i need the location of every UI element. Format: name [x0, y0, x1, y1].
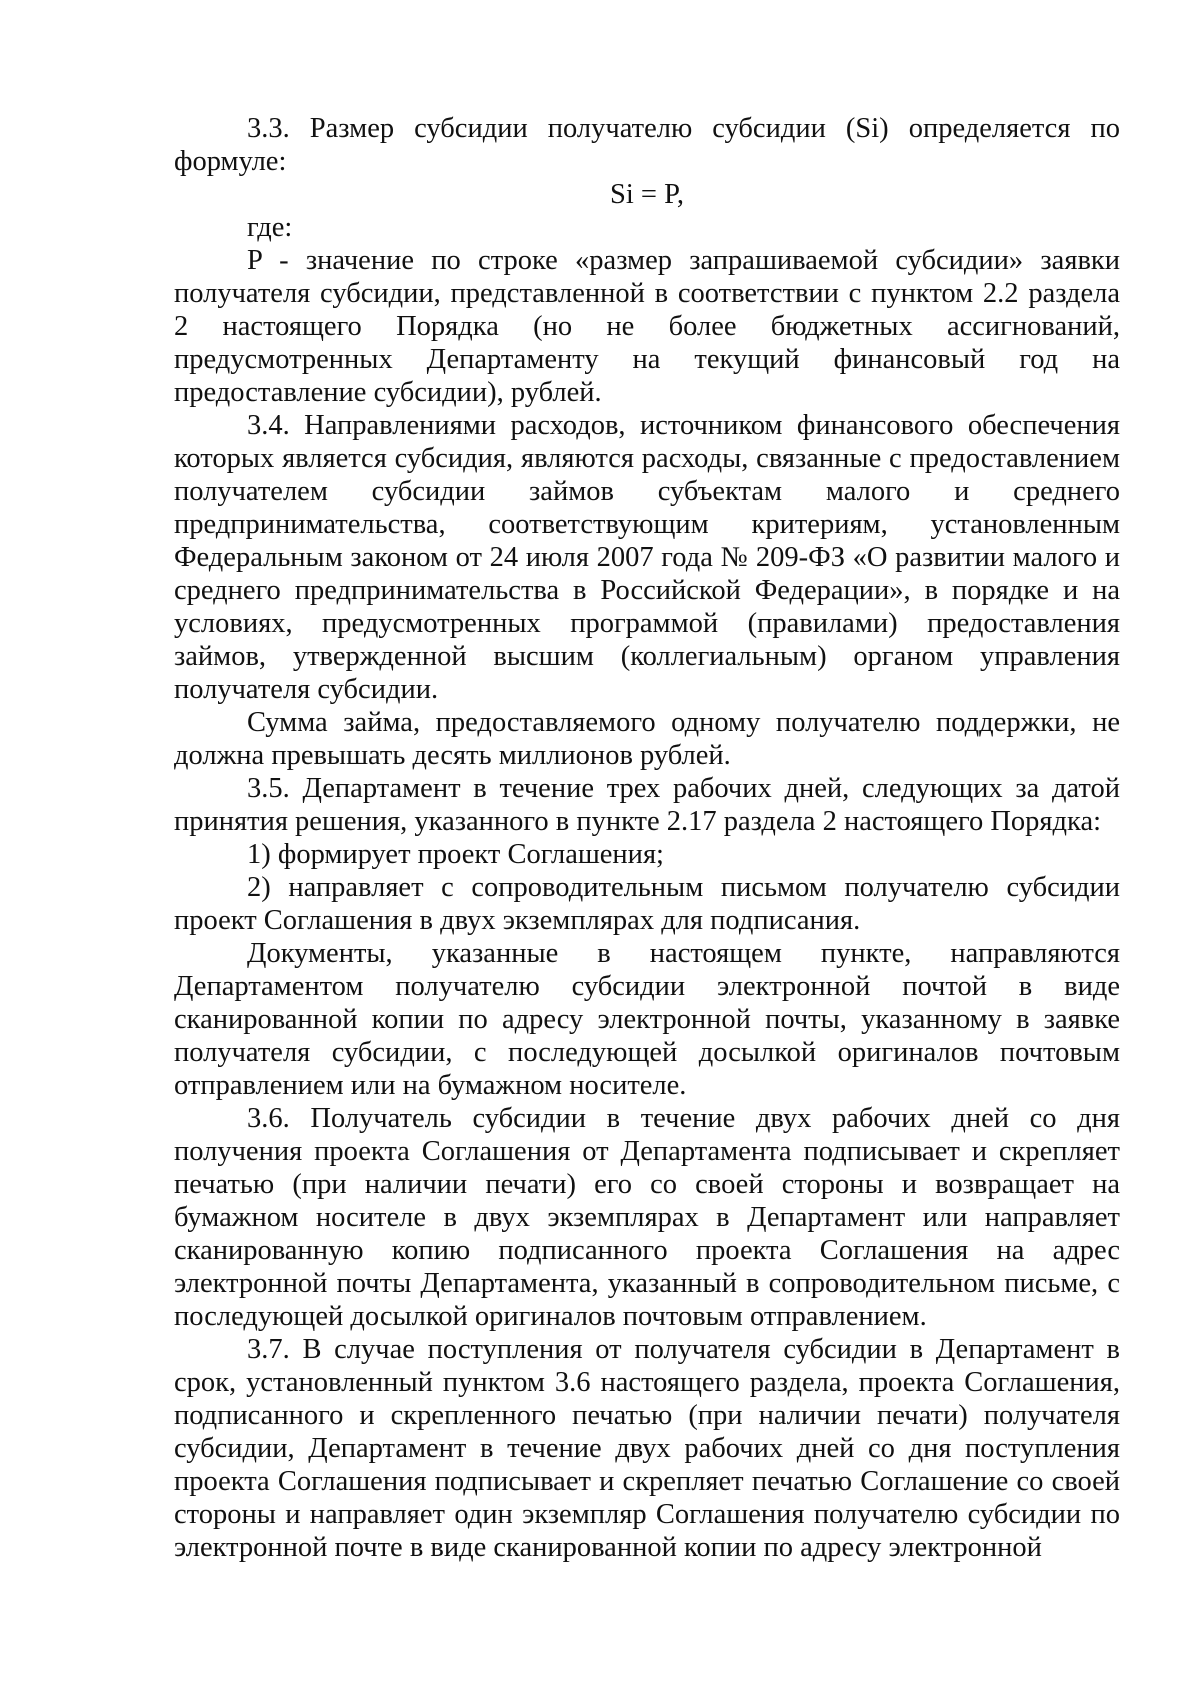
paragraph-3-6: 3.6. Получатель субсидии в течение двух рабочих дней со дня получения проекта Соглашения от Департамента подписывает и скрепляет печатью (при наличии печати) его со своей стороны и возвращает на бумажном носителе в двух экземплярах в Департамент или направляет сканированную копию подписанного проекта Соглашения на адрес электронной почты Департамента, указанный в сопроводительном письме, с последующей досылкой оригиналов почтовым отправлением. — [174, 1103, 1120, 1332]
paragraph-3-3: 3.3. Размер субсидии получателю субсидии (Si) определяется по формуле: — [174, 113, 1120, 177]
paragraph-p-definition: P - значение по строке «размер запрашиваемой субсидии» заявки получателя субсидии, представленной в соответствии с пунктом 2.2 раздела 2 настоящего Порядка (но не более бюджетных ассигнований, предусмотренных Департаменту на текущий финансовый год на предоставление субсидии), рублей. — [174, 245, 1120, 408]
paragraph-3-7: 3.7. В случае поступления от получателя субсидии в Департамент в срок, установленный пунктом 3.6 настоящего раздела, проекта Соглашения, подписанного и скрепленного печатью (при наличии печати) получателя субсидии, Департамент в течение двух рабочих дней со дня поступления проекта Соглашения подписывает и скрепляет печатью Соглашение со своей стороны и направляет один экземпляр Соглашения получателю субсидии по электронной почте в виде сканированной копии по адресу электронной — [174, 1334, 1120, 1563]
paragraph-3-5-item-1: 1) формирует проект Соглашения; — [247, 839, 664, 870]
paragraph-3-4: 3.4. Направлениями расходов, источником финансового обеспечения которых является субсидия, являются расходы, связанные с предоставлением получателем субсидии займов субъектам малого и среднего предпринимательства, соответствующим критериям, установленным Федеральным законом от 24 июля 2007 года № 209-ФЗ «О развитии малого и среднего предпринимательства в Российской Федерации», в порядке и на условиях, предусмотренных программой (правилами) предоставления займов, утвержденной высшим (коллегиальным) органом управления получателя субсидии. — [174, 410, 1120, 705]
paragraph-documents: Документы, указанные в настоящем пункте, направляются Департаментом получателю субсидии электронной почтой в виде сканированной копии по адресу электронной почты, указанному в заявке получателя субсидии, с последующей досылкой оригиналов почтовым отправлением или на бумажном носителе. — [174, 938, 1120, 1101]
paragraph-loan-sum: Сумма займа, предоставляемого одному получателю поддержки, не должна превышать десять миллионов рублей. — [174, 707, 1120, 771]
where-label: где: — [247, 212, 293, 243]
paragraph-3-5-item-2: 2) направляет с сопроводительным письмом получателю субсидии проект Соглашения в двух экземплярах для подписания. — [174, 872, 1120, 936]
paragraph-3-5: 3.5. Департамент в течение трех рабочих дней, следующих за датой принятия решения, указанного в пункте 2.17 раздела 2 настоящего Порядка: — [174, 773, 1120, 837]
document-page — [174, 112, 1120, 1564]
formula: Si = P, — [610, 179, 684, 210]
